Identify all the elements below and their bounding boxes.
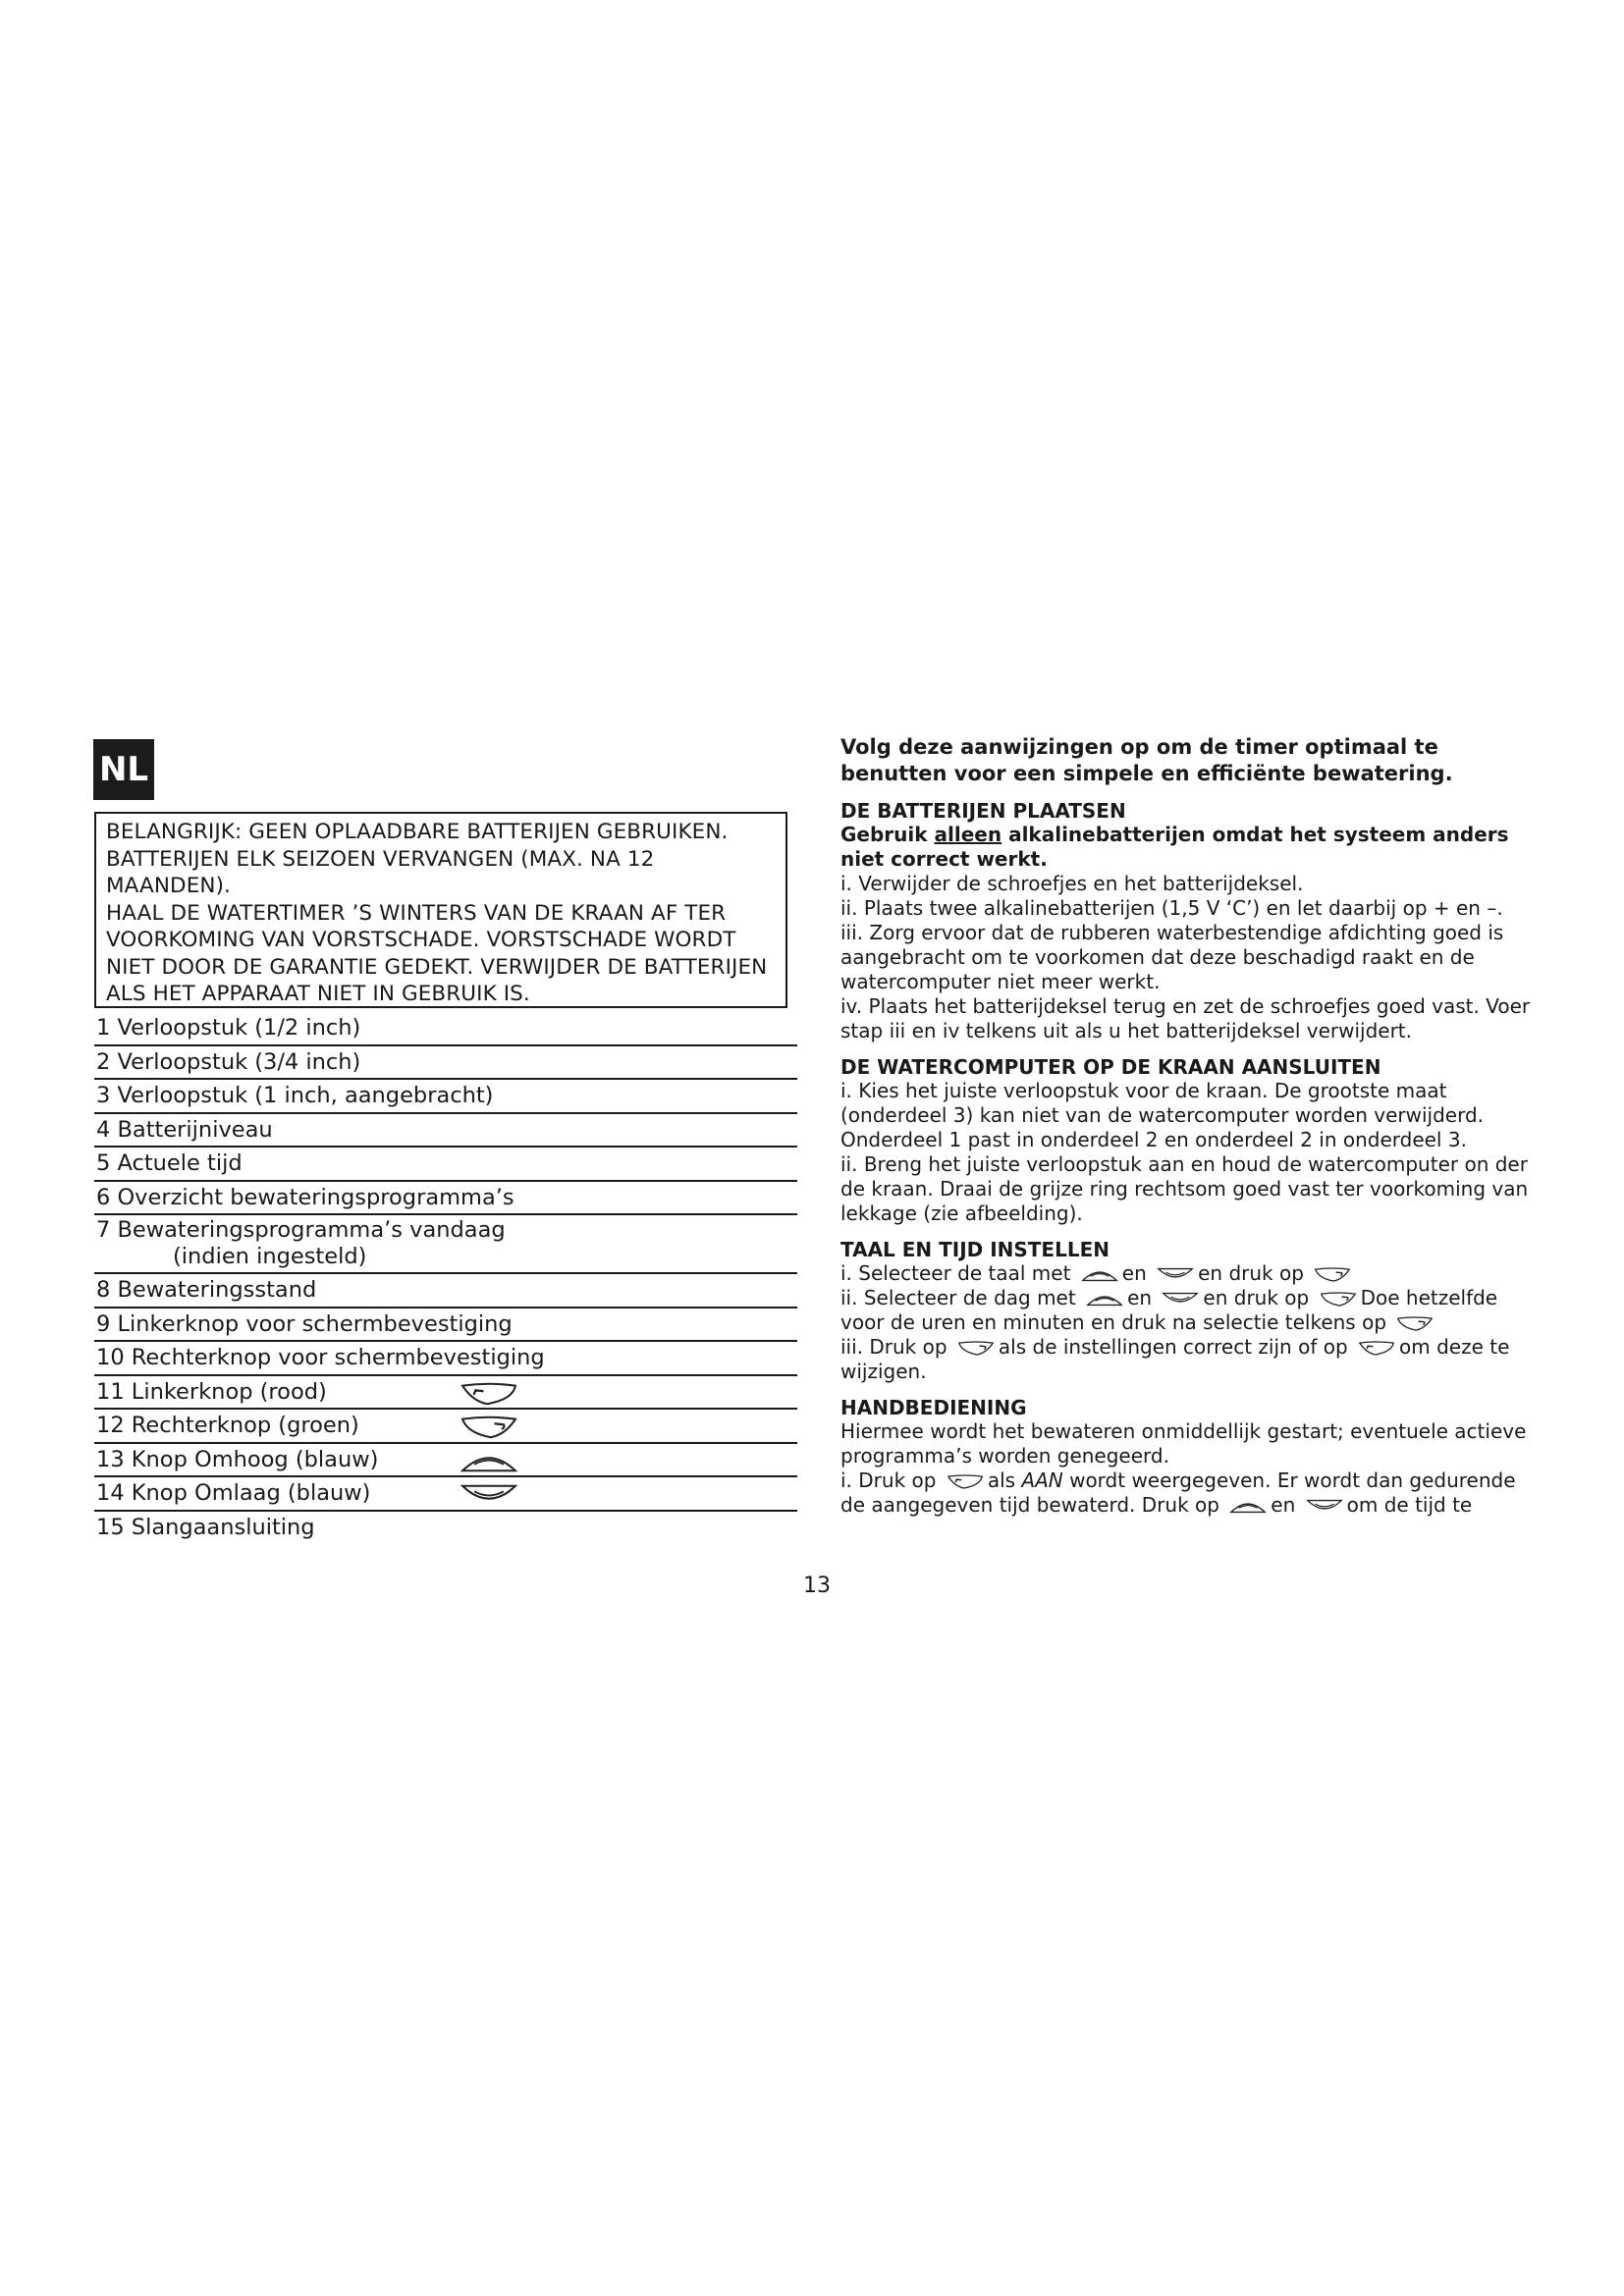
right-button-icon [1314,1266,1351,1283]
part-label: 7 Bewateringsprogramma’s vandaag [96,1217,506,1243]
part-label: 13 Knop Omhoog (blauw) [96,1446,379,1472]
part-label: 11 Linkerknop (rood) [96,1378,327,1405]
battery-step-3: iii. Zorg ervoor dat de rubberen waterbestendige afdichting goed is aangebracht om te voorkomen dat deze beschadigd raakt en de watercomputer niet meer werkt. [840,921,1504,993]
parts-list-item [94,1444,797,1478]
page-number: 13 [803,1574,831,1598]
warning-line: BELANGRIJK: GEEN OPLAADBARE BATTERIJEN GEBRUIKEN. [106,820,729,844]
warning-line: HAAL DE WATERTIMER ’S WINTERS VAN DE KRAAN AF TER [106,900,727,926]
section-heading: DE WATERCOMPUTER OP DE KRAAN AANSLUITEN [840,1055,1381,1079]
right-button-icon [1320,1291,1357,1308]
language-badge: NL [93,739,154,800]
manual-step-1: i. Druk op als AAN wordt weergegeven. Er wordt dan gedurende de aangegeven tijd bewaterd. Druk op en om de tijd te [840,1468,1516,1517]
parts-list-item [94,1012,797,1046]
section-connect [840,1055,1540,1226]
language-step-2: ii. Selecteer de dag met en en druk op Doe hetzelfde voor de uren en minuten en druk na selectie telkens op [840,1286,1498,1334]
parts-list-item [94,1274,797,1308]
section-manual [840,1396,1540,1518]
instructions-column [840,734,1540,1518]
right-button-icon [1396,1315,1434,1332]
up-button-icon [1086,1291,1123,1308]
battery-step-2: ii. Plaats twee alkalinebatterijen (1,5 V ‘C’) en let daarbij op + en –. [840,896,1503,920]
language-step-3: iii. Druk op als de instellingen correct zijn of op om deze te wijzigen. [840,1335,1510,1383]
parts-list-item [94,1512,797,1546]
parts-list-item [94,1114,797,1148]
warning-line: NIET DOOR DE GARANTIE GEDEKT. VERWIJDER DE BATTERIJEN [106,954,768,980]
parts-list-item [94,1410,797,1444]
part-label-note: (indien ingesteld) [173,1244,367,1269]
down-button-icon [1157,1266,1194,1283]
up-button-icon [458,1449,520,1474]
parts-list-item [94,1148,797,1182]
right-button-icon [957,1340,995,1357]
warning-box [94,812,787,1008]
right-button-icon [458,1415,520,1440]
intro-text: Volg deze aanwijzingen op om de timer optimaal te benutten voor een simpele en efficiënte bewatering. [840,735,1453,785]
warning-line: ALS HET APPARAAT NIET IN GEBRUIK IS. [106,982,530,1006]
connect-step-2: ii. Breng het juiste verloopstuk aan en houd de watercomputer on der de kraan. Draai de grijze ring rechtsom goed vast ter voorkoming van lekkage (zie afbeelding). [840,1152,1529,1225]
parts-list-item [94,1342,797,1376]
section-heading: DE BATTERIJEN PLAATSEN [840,799,1126,823]
warning-line: MAANDEN). [106,874,231,898]
parts-list-item [94,1046,797,1081]
warning-line: BATTERIJEN ELK SEIZOEN VERVANGEN (MAX. NA 12 [106,846,655,872]
left-button-icon [947,1473,984,1490]
up-button-icon [1081,1266,1118,1283]
left-button-icon [1358,1340,1395,1357]
part-label: 2 Verloopstuk (3/4 inch) [96,1048,361,1075]
parts-list-item [94,1477,797,1512]
parts-list-item [94,1182,797,1216]
battery-note: Gebruik alleen alkalinebatterijen omdat het systeem anders niet correct werkt. [840,823,1509,871]
down-button-icon [458,1482,520,1508]
part-label: 14 Knop Omlaag (blauw) [96,1480,371,1506]
connect-step-1: i. Kies het juiste verloopstuk voor de kraan. De grootste maat (onderdeel 3) kan niet van de watercomputer worden verwijderd. Onderdeel 1 past in onderdeel 2 en onderdeel 2 in onderdeel 3. [840,1079,1485,1151]
parts-list-item [94,1376,797,1411]
part-label: 3 Verloopstuk (1 inch, aangebracht) [96,1083,494,1108]
down-button-icon [1162,1291,1199,1308]
part-label: 15 Slangaansluiting [96,1514,315,1540]
part-label: 12 Rechterknop (groen) [96,1413,359,1438]
part-label: 1 Verloopstuk (1/2 inch) [96,1015,361,1041]
section-heading: HANDBEDIENING [840,1396,1027,1419]
battery-step-4: iv. Plaats het batterijdeksel terug en zet de schroefjes goed vast. Voer stap iii en iv telkens uit als u het batterijdeksel verwijdert. [840,994,1531,1042]
parts-list-item [94,1308,797,1343]
section-language-time [840,1238,1540,1384]
left-button-icon [458,1381,520,1407]
down-button-icon [1306,1498,1343,1515]
part-label: 9 Linkerknop voor schermbevestiging [96,1310,513,1337]
parts-list-item [94,1215,797,1274]
part-label: 4 Batterijniveau [96,1116,273,1143]
manual-text: Hiermee wordt het bewateren onmiddellijk gestart; eventuele actieve programma’s worden genegeerd. [840,1419,1527,1468]
warning-line: VOORKOMING VAN VORSTSCHADE. VORSTSCHADE WORDT [106,928,736,952]
section-heading: TAAL EN TIJD INSTELLEN [840,1238,1110,1261]
language-step-1: i. Selecteer de taal met en en druk op [840,1261,1540,1286]
part-label: 8 Bewateringsstand [96,1277,317,1303]
section-batteries [840,799,1540,1043]
part-label: 5 Actuele tijd [96,1150,243,1176]
battery-step-1: i. Verwijder de schroefjes en het batterijdeksel. [840,872,1304,895]
part-label: 6 Overzicht bewateringsprogramma’s [96,1184,514,1210]
up-button-icon [1229,1498,1267,1515]
parts-list-item [94,1080,797,1114]
parts-list [94,1012,797,1545]
part-label: 10 Rechterknop voor schermbevestiging [96,1345,545,1370]
